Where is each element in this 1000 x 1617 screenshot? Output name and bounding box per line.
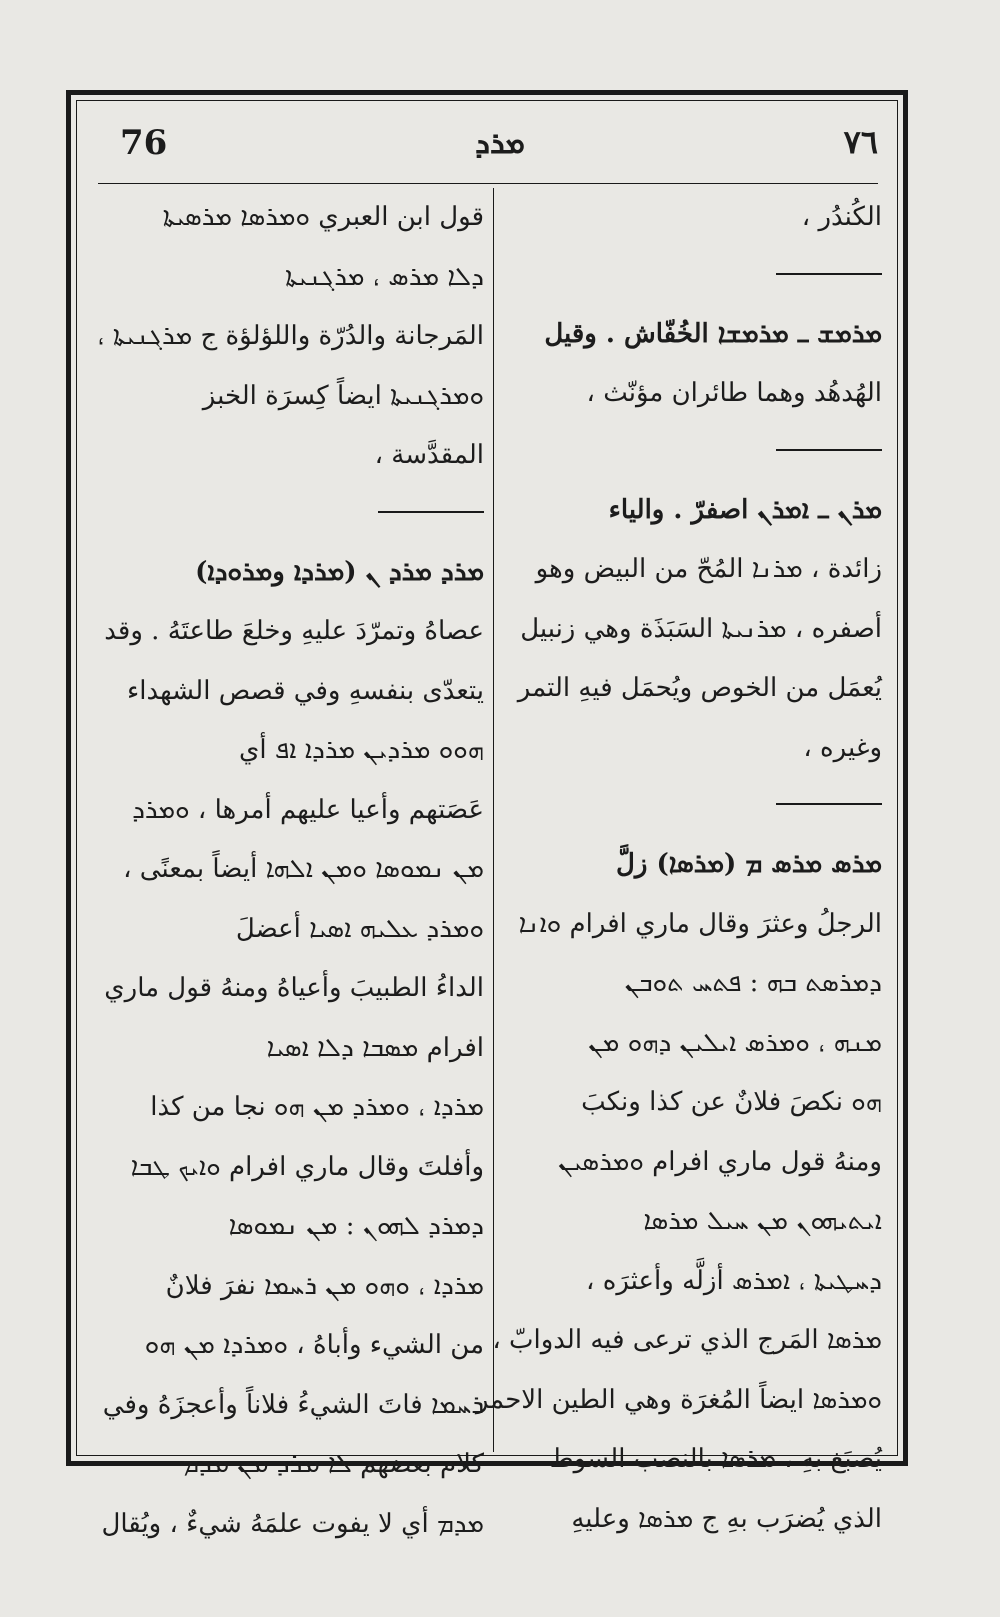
text-line: يتعدّى بنفسهِ وفي قصص الشهداء [127, 675, 484, 706]
text-line: أصفره ، ܡܪܢܝܬܐ السَبَذَة وهي زنبيل [520, 613, 882, 644]
text-line: المَرجانة والدُرّة واللؤلؤة ج ܡܪܓܢܝܬܐ ، [97, 321, 484, 351]
text-line: الكُندُر ، [801, 202, 882, 232]
text-line: ܐܝܬܝܗܘܢ ܡܢ ܚܝܠ ܡܪܣܐ [643, 1206, 882, 1236]
text-line: عَصَتهم وأعيا عليهم أمرها ، ܘܡܪܕ [132, 794, 484, 825]
text-line: ܕܠܐ ܡܪܣ ، ܡܪܓܢܝܬܐ [285, 261, 484, 292]
left-column [88, 188, 484, 1539]
right-column [475, 188, 882, 1534]
text-line: ܡܪܕܐ ، ܘܗܘ ܡܢ ܪܚܡܐ نفرَ فلانٌ [165, 1270, 484, 1301]
entry-headword-line: ܡܪܣ ܡܪܣ ܡ (ܡܪܣܐ) زلَّ [616, 849, 882, 879]
text-line: الهُدهُد وهما طائران مؤنّث ، [586, 378, 882, 408]
text-line: ܪܚܡܐ فاتَ الشيءُ فلاناً وأعجزَهُ وفي [102, 1389, 484, 1420]
entry-separator [378, 511, 484, 513]
page-number-latin: 76 [120, 123, 168, 163]
entry-separator [776, 803, 882, 805]
entry-separator [776, 449, 882, 451]
text-line: ܘܡܪܕ ܥܠܝܗ ܐܣܝܐ أعضلَ [235, 913, 484, 944]
text-line: المقدَّسة ، [374, 440, 484, 470]
running-head: ܡܪܕ [475, 126, 525, 161]
header-rule [98, 183, 878, 184]
text-line: وأفلتَ وقال ماري افرام ܘܐܝܟ ܛܒܐ [130, 1151, 484, 1182]
text-line: ܡܢܗ ، ܘܡܪܣ ܐܝܠܝܢ ܕܗܘ ܡܢ [588, 1027, 882, 1058]
text-line: ܕܡܪܣܬ ܒܗ : ܦܬܚ ܬܘܒܢ [624, 968, 882, 998]
text-line: يُعمَل من الخوص ويُحمَل فيهِ التمر [517, 673, 882, 703]
text-line: ܡܪܣܐ المَرج الذي ترعى فيه الدوابّ ، [492, 1325, 882, 1355]
text-line: ܕܡܪܕ ܠܗܘܢ : ܡܢ ܢܡܘܣܐ [228, 1211, 484, 1241]
text-line: من الشيء وأباهُ ، ܘܡܪܕܐ ܡܢ ܗܘ [144, 1330, 484, 1360]
text-line: الرجلُ وعثرَ وقال ماري افرام ܘܐܢܐ [518, 908, 882, 939]
text-line: ܡܢ ܢܡܘܣܐ ܘܡܢ ܐܠܗܐ أيضاً بمعنًى ، [123, 854, 484, 884]
text-line: زائدة ، ܡܪܢܐ المُحّ من البيض وهو [535, 554, 882, 584]
entry-separator [776, 273, 882, 275]
text-line: عصاهُ وتمرّدَ عليهِ وخلعَ طاعتَهُ . وقد [104, 616, 484, 646]
entry-headword-line: ܡܪܢ ـ ܐܡܪܢ اصفرّ . والياء [608, 494, 882, 525]
column-divider [493, 188, 494, 1452]
text-line: وغيره ، [803, 732, 882, 763]
entry-headword-line: ܡܪܕ ܡܪܕ ܢ (ܡܪܕܐ وܡܪܘܕܐ) [195, 556, 484, 587]
text-line: ܘܡܪܣܐ ايضاً المُغرَة وهي الطين الاحمر [475, 1384, 882, 1415]
text-line: ܡܪܕܐ ، ܘܡܪܕ ܡܢ ܗܘ نجا من كذا [150, 1092, 484, 1122]
text-line: ܘܡܪܓܢܝܬܐ ايضاً كِسرَة الخبز [202, 380, 484, 411]
text-line: ܡܕܡ أي لا يفوت علمَهُ شيءٌ ، ويُقال [101, 1508, 484, 1539]
text-line: ܕܚܛܝܬܐ ، ܐܡܪܣ أزلَّه وأعثرَه ، [586, 1265, 882, 1296]
text-line: الذي يُضرَب بهِ ج ܡܪܣܐ وعليهِ [571, 1503, 882, 1534]
page-number-arabic: ٧٦ [843, 123, 878, 161]
text-line: افرام ܡܣܒܐ ܕܠܐ ܐܣܝܐ [266, 1032, 484, 1063]
text-line: كلام بعضهم ܠܐ ܡܪܕ ܡܢ ܡܕܡ [182, 1449, 484, 1479]
text-line: الداءُ الطبيبَ وأعياهُ ومنهُ قول ماري [104, 973, 484, 1003]
text-line: قول ابن العبري ܘܡܪܣܐ ܡܪܣܝܬܐ [162, 202, 484, 232]
entry-headword-line: ܡܪܡܫ ـ ܡܪܡܫܐ الخُفّاش . وقيل [544, 318, 882, 349]
text-line: يُصبَغ بهِ ، ܡܪܣܐ بالنصب السوط [549, 1444, 882, 1474]
text-line: ܗܘ نكصَ فلانٌ عن كذا ونكبَ [581, 1087, 882, 1117]
text-line: ومنهُ قول ماري افرام ܘܡܪܣܝܢ [558, 1146, 882, 1177]
text-line: ܗܘܘ ܡܪܕܝܢ ܡܪܕܐ ܐܦ أي [239, 735, 484, 765]
